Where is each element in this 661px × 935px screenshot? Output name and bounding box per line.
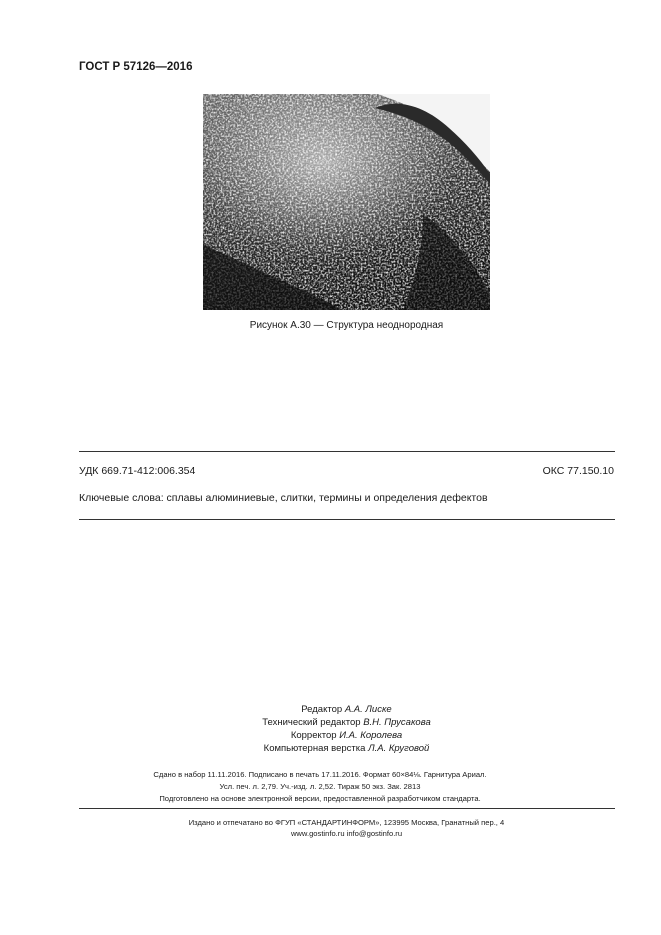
credit-layout: Компьютерная верстка Л.А. Круговой [263, 743, 430, 754]
figure-caption: Рисунок А.30 — Структура неоднородная [249, 320, 444, 331]
micrograph-image [203, 94, 490, 310]
oks-code: ОКС 77.150.10 [542, 465, 614, 477]
credit-proofreader: Корректор И.А. Королева [290, 730, 403, 741]
credit-editor: Редактор А.А. Лиске [301, 704, 392, 715]
udc-code: УДК 669.71-412:006.354 [79, 465, 196, 477]
publisher-address: Издано и отпечатано во ФГУП «СТАНДАРТИНФОРМ», 123995 Москва, Гранатный пер., 4 [188, 818, 505, 827]
divider-bottom [79, 808, 615, 809]
credit-technical-editor: Технический редактор В.Н. Прусакова [262, 717, 431, 728]
publication-line-1: Сдано в набор 11.11.2016. Подписано в печать 17.11.2016. Формат 60×84⅛. Гарнитура Ариал. [153, 770, 487, 779]
publication-details [0, 769, 640, 805]
editorial-credits [0, 703, 661, 755]
micrograph-image-svg [203, 94, 490, 310]
divider-middle [79, 519, 615, 520]
keywords: Ключевые слова: сплавы алюминиевые, слитки, термины и определения дефектов [79, 492, 488, 504]
publication-line-3: Подготовлено на основе электронной версии, предоставленной разработчиком стандарта. [159, 794, 481, 803]
publisher-info [0, 817, 661, 839]
standard-header: ГОСТ Р 57126—2016 [79, 61, 193, 73]
publication-line-2: Усл. печ. л. 2,79. Уч.-изд. л. 2,52. Тираж 50 экз. Зак. 2813 [219, 782, 421, 791]
divider-top [79, 451, 615, 452]
publisher-contacts: www.gostinfo.ru info@gostinfo.ru [290, 829, 403, 838]
